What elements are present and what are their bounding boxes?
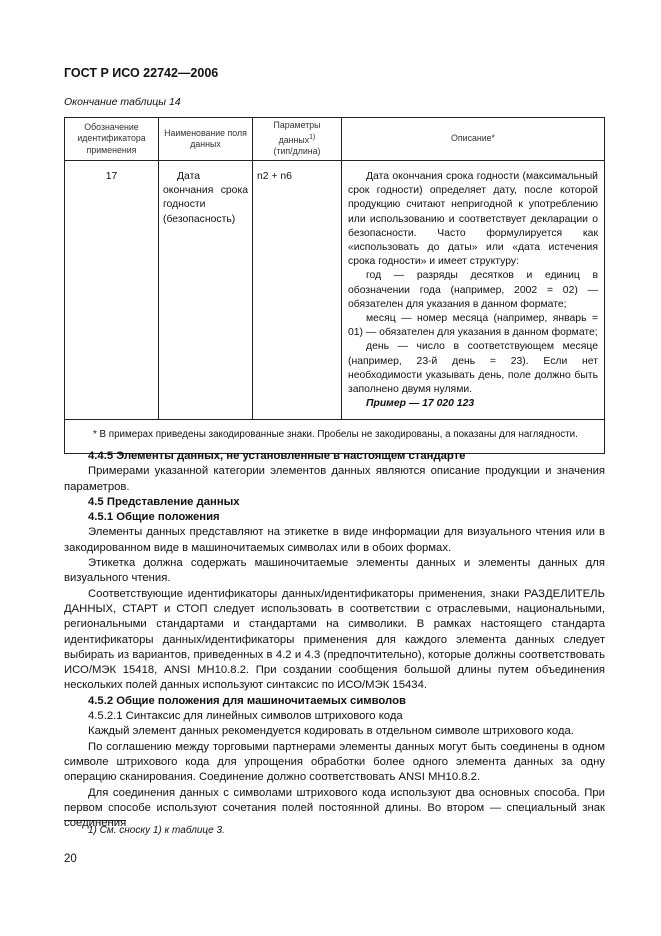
paragraph: Каждый элемент данных рекомендуется кодировать в отдельном символе штрихового кода. (88, 725, 574, 738)
col-header-name: Наименование поля данных (159, 118, 253, 161)
col-header-id: Обозначение идентификатора применения (65, 118, 159, 161)
footnote-divider (64, 820, 126, 821)
paragraph: Соответствующие идентификаторы данных/идентификаторы применения, знаки РАЗДЕЛИТЕЛЬ ДАННЫХ, СТАРТ и СТОП следует использовать в соответствии с отраслевыми, национальными, региональными стандартами и стандартами на символики. В рамках настоящего стандарта идентификаторы данных/идентификаторы применения для каждого элемента данных следует выбирать из вариантов, приведенных в 4.2 и 4.3 (предпочтительно), которые должны соответствовать ИСО/МЭК 15418, ANSI MH10.8.2. При создании сообщения большой длины путем объединения нескольких полей данных используют синтаксис по ИСО/МЭК 15434. (64, 587, 605, 692)
col-header-params (253, 118, 342, 161)
paragraph: Примерами указанной категории элементов данных являются описание продукции и значения параметров. (64, 465, 605, 493)
params-label: Параметры данных (273, 120, 321, 145)
paragraph: Для соединения данных с символами штрихового кода используют два основных способа. При первом способе используют сочетания полей постоянной длины. Во втором — специальный знак соединения (64, 786, 605, 830)
params-type-label: (тип/длина) (273, 146, 321, 157)
footnote-ref: 1) (309, 133, 316, 141)
table-14 (64, 117, 605, 454)
page-number: 20 (64, 853, 77, 865)
paragraph: Элементы данных представляют на этикетке в виде информации для визуального чтения или в закодированном виде в машиночитаемых символах или в обоих формах. (64, 526, 605, 554)
cell-params: n2 + n6 (253, 161, 342, 420)
paragraph: Этикетка должна содержать машиночитаемые элементы данных и элементы данных для визуального чтения. (64, 557, 605, 585)
table-footnote: * В примерах приведены закодированные знаки. Пробелы не закодированы, а показаны для наглядности. (65, 420, 605, 453)
table-row (65, 161, 605, 420)
document-id: ГОСТ Р ИСО 22742—2006 (64, 66, 219, 80)
page-footnote: 1) См. сноску 1) к таблице 3. (88, 825, 225, 836)
table-caption: Окончание таблицы 14 (64, 96, 181, 108)
desc-example: Пример — 17 020 123 (366, 398, 475, 410)
body-text (64, 449, 605, 831)
cell-name: Дата окончания срока годности (безопасность) (159, 161, 253, 420)
section-heading: 4.5.2 Общие положения для машиночитаемых символов (88, 694, 406, 707)
desc-para: Дата окончания срока годности (максимальный срок годности) определяет дату, после которой продукцию считают непригодной к употреблению или использованию и соответствует декларации о безопасности. Часто формулируется как «использовать до даты» или «дата истечения срока годности» и имеет структуру: (348, 171, 598, 268)
paragraph: По соглашению между торговыми партнерами элементы данных могут быть соединены в одном символе штрихового кода для упрощения обработки более одного элемента данных за одну операцию сканирования. Соединение должно соответствовать ANSI MH10.8.2. (64, 740, 605, 784)
section-heading: 4.5 Представление данных (88, 495, 240, 508)
subsection-heading: 4.5.2.1 Синтаксис для линейных символов штрихового кода (88, 710, 403, 723)
desc-para: день — число в соответствующем месяце (например, 23-й день = 23). Если нет необходимости указывать день, поле должно быть заполнено двумя нулями. (348, 341, 598, 396)
col-header-desc: Описание* (342, 118, 605, 161)
table-header-row (65, 118, 605, 161)
desc-para: год — разряды десятков и единиц в обозначении года (например, 2002 = 02) — обязателен для указания в данном формате; (348, 270, 598, 310)
cell-description (342, 161, 605, 420)
cell-id: 17 (65, 161, 159, 420)
section-heading: 4.4.5 Элементы данных, не установленные в настоящем стандарте (88, 450, 466, 462)
section-heading: 4.5.1 Общие положения (88, 511, 220, 524)
desc-para: месяц — номер месяца (например, январь = 01) — обязателен для указания в данном формате; (348, 313, 598, 339)
